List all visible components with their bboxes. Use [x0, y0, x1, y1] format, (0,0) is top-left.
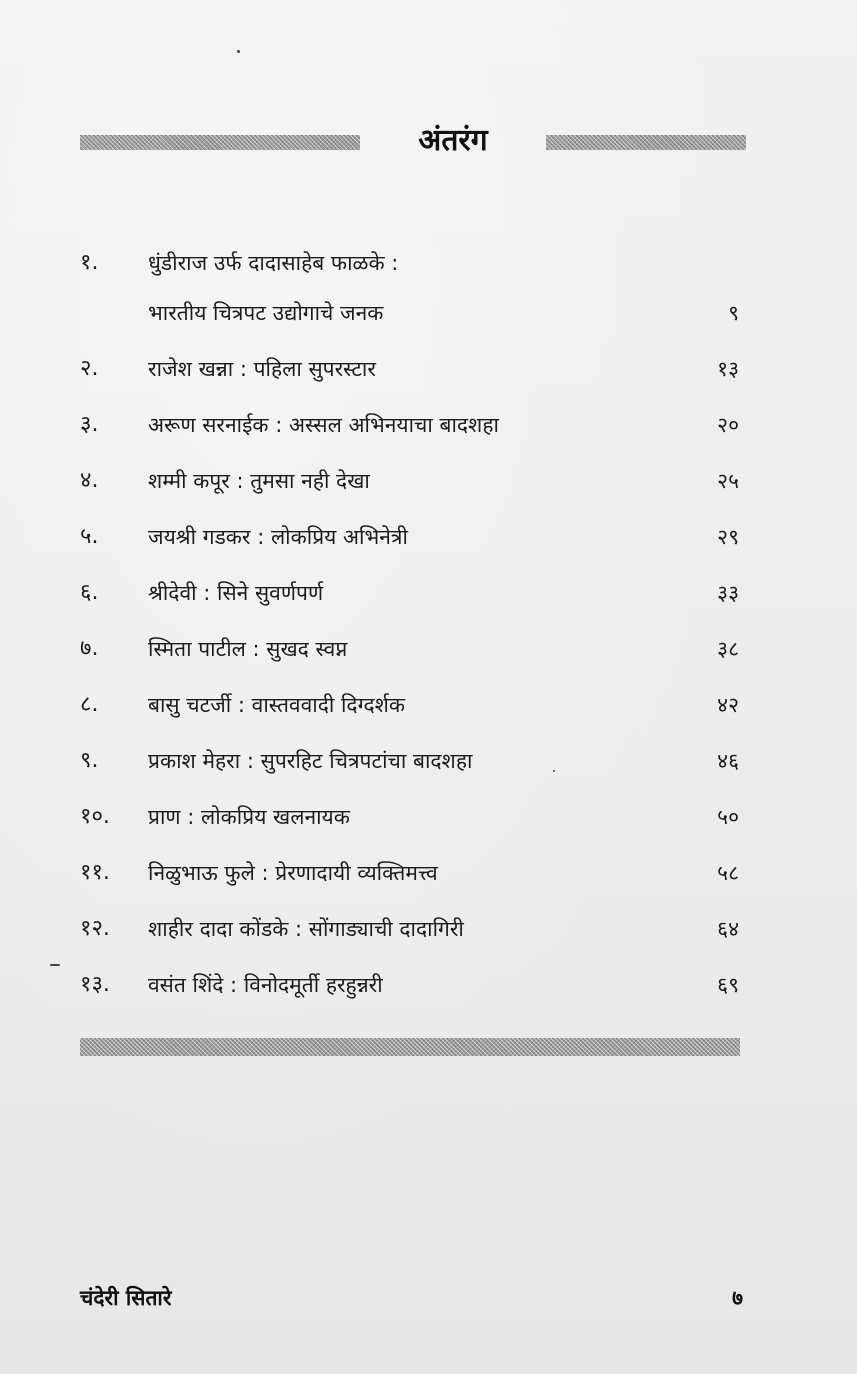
toc-entry [0, 344, 857, 394]
toc-entry-title-line: जयश्री गडकर : लोकप्रिय अभिनेत्री [148, 525, 408, 549]
paper-speck [553, 770, 555, 772]
toc-entry-title-line: शाहीर दादा कोंडके : सोंगाड्याची दादागिरी [148, 917, 464, 941]
toc-entry-number: ४. [80, 468, 99, 493]
toc-entry [0, 680, 857, 730]
toc-entry-title [148, 456, 708, 506]
toc-entry-page: ४६ [717, 749, 739, 773]
toc-entry-title [148, 624, 708, 674]
toc-entry-number: ११. [80, 860, 110, 885]
toc-entry-page: २९ [717, 525, 739, 549]
toc-entry-page: ३८ [717, 637, 739, 661]
toc-entry-title [148, 904, 708, 954]
toc-entry-title-line: बासु चटर्जी : वास्तववादी दिग्दर्शक [148, 693, 406, 717]
toc-entry-title [148, 512, 708, 562]
toc-entry-title-line: शम्मी कपूर : तुमसा नही देखा [148, 469, 370, 493]
toc-entry-page: ६९ [717, 973, 739, 997]
toc-entry [0, 848, 857, 898]
toc-entry-page: ६४ [717, 917, 739, 941]
toc-entry-number: ६. [80, 580, 99, 605]
toc-entry-number: ३. [80, 412, 99, 437]
toc-entry [0, 238, 857, 338]
paper-speck [50, 964, 60, 966]
toc-entry-title-line: अरूण सरनाईक : अस्सल अभिनयाचा बादशहा [148, 413, 499, 437]
toc-entry [0, 624, 857, 674]
footer-page-number: ७ [732, 1286, 743, 1310]
toc-entry-title [148, 848, 708, 898]
toc-entry-title [148, 792, 708, 842]
toc-entry-page: ९ [728, 301, 739, 325]
toc-entry-page: २० [717, 413, 739, 437]
footer-book-title: चंदेरी सितारे [80, 1286, 172, 1310]
toc-entry-number: १२. [80, 916, 110, 941]
toc-entry-page: ४२ [717, 693, 739, 717]
heading-decorative-band-right [546, 135, 746, 150]
toc-entry-page: १३ [717, 357, 739, 381]
contents-heading-band [80, 120, 746, 162]
bottom-decorative-band [80, 1038, 740, 1056]
toc-entry-number: १३. [80, 972, 110, 997]
paper-speck [237, 50, 240, 53]
toc-entry [0, 960, 857, 1010]
toc-entry-title [148, 400, 708, 450]
toc-entry [0, 904, 857, 954]
toc-entry-number: २. [80, 356, 99, 381]
heading-decorative-band-left [80, 135, 360, 150]
toc-entry-page: ५० [717, 805, 739, 829]
toc-entry-title-line: भारतीय चित्रपट उद्योगाचे जनक [148, 301, 384, 325]
toc-entry-title-line: राजेश खन्ना : पहिला सुपरस्टार [148, 357, 376, 381]
page-title: अंतरंग [418, 123, 488, 158]
toc-entry-number: ५. [80, 524, 99, 549]
toc-entry-number: ८. [80, 692, 99, 717]
toc-entry [0, 568, 857, 618]
toc-entry-title-line: श्रीदेवी : सिने सुवर्णपर्ण [148, 581, 324, 605]
toc-entry-page: २५ [717, 469, 739, 493]
toc-entry-number: ९. [80, 748, 99, 773]
toc-entry [0, 736, 857, 786]
toc-entry-title [148, 238, 708, 338]
toc-entry [0, 792, 857, 842]
toc-entry-page: ३३ [717, 581, 739, 605]
toc-entry-page: ५८ [717, 861, 739, 885]
toc-entry-number: १. [80, 250, 99, 275]
toc-entry-title-line: निळुभाऊ फुले : प्रेरणादायी व्यक्तिमत्त्व [148, 861, 438, 885]
toc-entry-title [148, 960, 708, 1010]
toc-entry-title-line: स्मिता पाटील : सुखद स्वप्न [148, 637, 348, 661]
toc-entry-title [148, 680, 708, 730]
toc-entry-number: १०. [80, 804, 110, 829]
toc-entry [0, 400, 857, 450]
toc-entry [0, 512, 857, 562]
toc-entry-title-line: प्रकाश मेहरा : सुपरहिट चित्रपटांचा बादशहा [148, 749, 473, 773]
toc-entry-title-line: धुंडीराज उर्फ दादासाहेब फाळके : [148, 251, 399, 275]
toc-entry-number: ७. [80, 636, 99, 661]
toc-entry-title [148, 568, 708, 618]
toc-entry-title-line: प्राण : लोकप्रिय खलनायक [148, 805, 350, 829]
toc-entry-title [148, 736, 708, 786]
toc-entry [0, 456, 857, 506]
toc-entry-title-line: वसंत शिंदे : विनोदमूर्ती हरहुन्नरी [148, 973, 383, 997]
toc-entry-title [148, 344, 708, 394]
